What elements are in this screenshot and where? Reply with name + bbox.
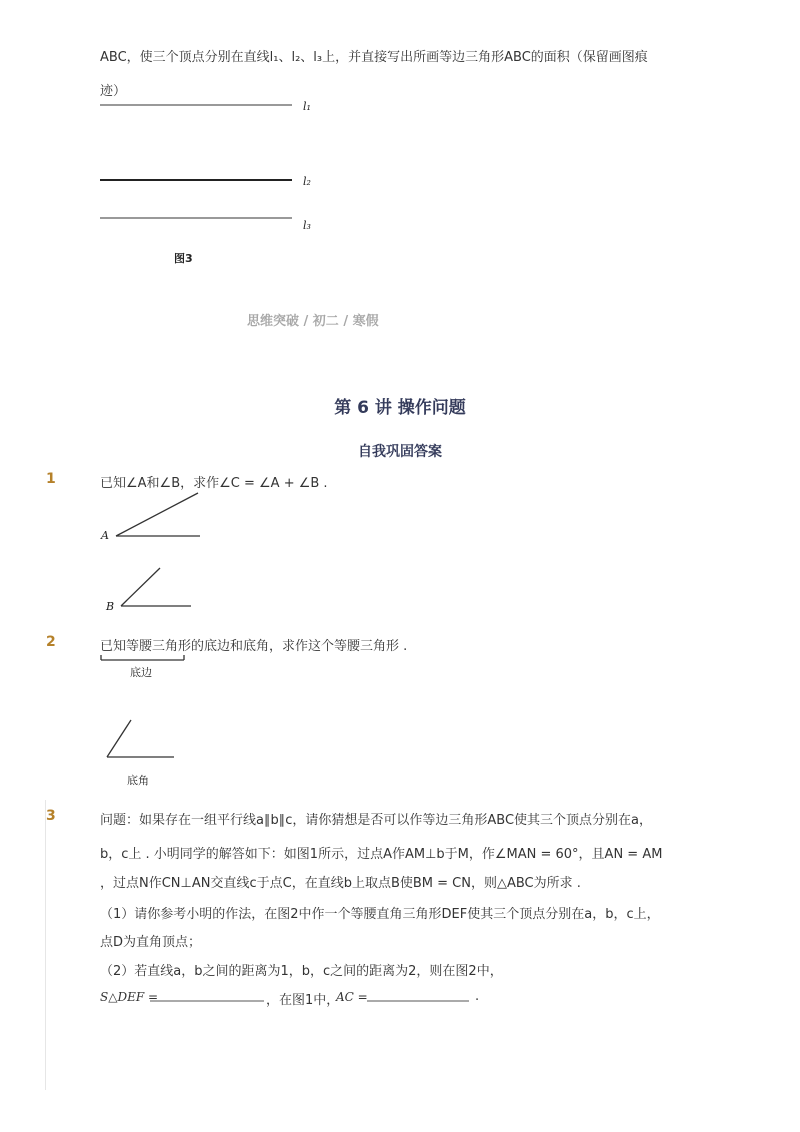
problem-text-line-1: ABC，使三个顶点分别在直线l₁、l₂、l₃上，并直接写出所画等边三角形ABC的面积（保留画图痕 (100, 50, 648, 65)
question-number-1: 1 (46, 471, 56, 487)
base-angle-label: 底角 (127, 774, 149, 787)
question-3-line-6: （2）若直线a，b之间的距离为1，b，c之间的距离为2，则在图2中， (100, 964, 503, 979)
answer-label-area: S△DEF = (100, 990, 159, 1004)
answer-label-ac: AC = (336, 990, 368, 1004)
angle-a-ray-2 (116, 493, 198, 536)
question-3-line-4: （1）请你参考小明的作法，在图2中作一个等腰直角三角形DEF使其三个顶点分别在a，b，c上， (100, 907, 660, 922)
label-l3: l₃ (303, 219, 311, 232)
label-l2: l₂ (303, 175, 311, 188)
answer-end-text: . (475, 989, 480, 1004)
figure-caption: 图3 (174, 252, 193, 265)
angle-a-label: A (101, 529, 109, 542)
left-margin-rule (45, 800, 46, 1090)
question-number-2: 2 (46, 634, 56, 650)
page-footer: 思维突破 / 初二 / 寒假 (247, 314, 379, 329)
angle-b-label: B (106, 600, 115, 613)
answer-mid-text: ，在图1中， (266, 993, 340, 1008)
question-3-line-2: b，c上 . 小明同学的解答如下：如图1所示，过点A作AM⊥b于M，作∠MAN = 60°，且AN = AM (100, 847, 663, 862)
question-3-line-5: 点D为直角顶点； (100, 935, 202, 950)
angle-b-ray-2 (121, 568, 160, 606)
base-angle-ray-2 (107, 720, 131, 757)
question-number-3: 3 (46, 808, 56, 824)
base-label: 底边 (130, 666, 152, 679)
question-3-line-3: ，过点N作CN⊥AN交直线c于点C，在直线b上取点B使BM = CN，则△ABC为所求 . (100, 876, 581, 891)
lecture-title: 第 6 讲 操作问题 (334, 398, 466, 418)
question-3-line-1: 问题：如果存在一组平行线a∥b∥c，请你猜想是否可以作等边三角形ABC使其三个顶点分别在a， (100, 813, 652, 828)
section-subtitle: 自我巩固答案 (358, 444, 442, 460)
question-1-text: 已知∠A和∠B，求作∠C = ∠A + ∠B . (100, 476, 328, 491)
label-l1: l₁ (303, 100, 311, 113)
problem-text-line-2: 迹） (100, 84, 127, 99)
question-2-text: 已知等腰三角形的底边和底角，求作这个等腰三角形 . (100, 639, 408, 654)
